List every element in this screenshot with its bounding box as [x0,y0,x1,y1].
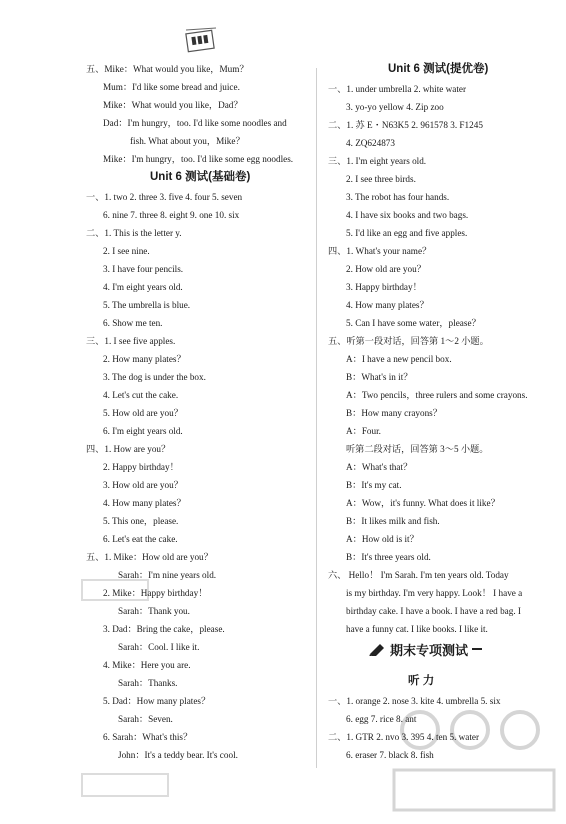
section-banner [350,640,500,658]
answer-line: 3. Dad：Bring the cake，please. [103,624,225,634]
answer-line: 四、1. How are you？ [86,444,171,454]
answer-line: 三、1. I'm eight years old. [328,156,427,166]
answer-line: Sarah：Cool. I like it. [118,642,200,652]
answer-line: Mum：I'd like some bread and juice. [103,82,240,92]
answer-line: 6. Sarah：What's this？ [103,732,193,742]
answer-line: 五、1. Mike：How old are you？ [86,552,213,562]
answer-line: 5. The umbrella is blue. [103,300,191,310]
answer-line: 5. How old are you？ [103,408,183,418]
answer-line: 三、1. I see five apples. [86,336,176,346]
answer-line: Sarah：I'm nine years old. [118,570,217,580]
answer-line: Sarah：Seven. [118,714,173,724]
answer-line: 3. Happy birthday！ [346,282,422,292]
answer-line: 5. Can I have some water，please？ [346,318,481,328]
answer-line: 2. Happy birthday！ [103,462,179,472]
answer-line: A：What's that？ [346,462,413,472]
answer-line: 四、1. What's your name？ [328,246,432,256]
answer-line: 5. I'd like an egg and five apples. [346,228,468,238]
pencil-icon [368,642,386,656]
answer-line: 2. I see nine. [103,246,150,256]
answer-line: 4. I have six books and two bags. [346,210,469,220]
answer-line: 六、 Hello！ I'm Sarah. I'm ten years old. Today [328,570,509,580]
answer-line: 6. egg 7. rice 8. ant [346,714,417,724]
answer-line: 4. How many plates？ [103,498,186,508]
answer-line: 6. nine 7. three 8. eight 9. one 10. six [103,210,240,220]
answer-line: 2. I see three birds. [346,174,416,184]
answer-line: fish. What about you，Mike？ [130,136,245,146]
answer-line: 6. I'm eight years old. [103,426,183,436]
answer-line: 二、1. This is the letter y. [86,228,182,238]
answer-line: 五、Mike：What would you like，Mum？ [86,64,249,74]
answer-line: B：It likes milk and fish. [346,516,440,526]
answer-line: 4. ZQ624873 [346,138,395,148]
answer-line: Mike：What would you like，Dad？ [103,100,243,110]
answer-line: 二、1. 苏 E・N63K5 2. 961578 3. F1245 [328,120,483,130]
answer-line: John：It's a teddy bear. It's cool. [118,750,238,760]
answer-line: B：It's three years old. [346,552,431,562]
answer-line: 2. How many plates？ [103,354,186,364]
answer-line: 6. eraser 7. black 8. fish [346,750,434,760]
answer-line: B：How many crayons？ [346,408,442,418]
answer-line: 2. Mike：Happy birthday！ [103,588,208,598]
answer-line: A：Wow，it's funny. What does it like？ [346,498,500,508]
answer-line: 2. How old are you？ [346,264,426,274]
section-heading: Unit 6 测试(基础卷) [150,171,251,183]
answer-line: 听 力 [408,675,435,687]
answer-line: 3. The dog is under the box. [103,372,206,382]
answer-line: A：I have a new pencil box. [346,354,452,364]
answer-line: 一、1. orange 2. nose 3. kite 4. umbrella 5. six [328,696,501,706]
answer-line: 6. Show me ten. [103,318,163,328]
answer-line: birthday cake. I have a book. I have a red bag. I [346,606,521,616]
answer-line: A：Four. [346,426,381,436]
answer-line: 二、1. GTR 2. nvo 3. 395 4. ten 5. water [328,732,480,742]
answer-line: B：What's in it？ [346,372,413,382]
stamp-icon [80,770,170,800]
answer-line: 一、1. under umbrella 2. white water [328,84,467,94]
answer-line: 4. How many plates？ [346,300,429,310]
answer-line: 3. I have four pencils. [103,264,184,274]
answer-line: 3. The robot has four hands. [346,192,450,202]
answer-line: Sarah：Thank you. [118,606,190,616]
banner-underline [472,648,482,650]
answer-line: 6. Let's eat the cake. [103,534,178,544]
answer-line: is my birthday. I'm very happy. Look！ I have a [346,588,523,598]
answer-line: Sarah：Thanks. [118,678,178,688]
answer-line: 一、1. two 2. three 3. five 4. four 5. seven [86,192,243,202]
book-logo-icon [184,26,218,54]
answer-line: Dad：I'm hungry，too. I'd like some noodles and [103,118,287,128]
answer-line: have a funny cat. I like books. I like it. [346,624,488,634]
section-heading: Unit 6 测试(提优卷) [388,63,489,75]
answer-line: 4. Mike：Here you are. [103,660,191,670]
answer-line: 5. Dad：How many plates？ [103,696,211,706]
answer-line: 五、听第一段对话，回答第 1～2 小题。 [328,336,489,346]
answer-line: 3. How old are you？ [103,480,183,490]
answer-line: A：Two pencils，three rulers and some crayons. [346,390,528,400]
column-divider [316,68,317,768]
banner-title: 期末专项测试 [389,642,468,658]
answer-line: 3. yo-yo yellow 4. Zip zoo [346,102,444,112]
answer-line: 4. I'm eight years old. [103,282,183,292]
answer-line: Mike：I'm hungry，too. I'd like some egg noodles. [103,154,294,164]
answer-line: 4. Let's cut the cake. [103,390,179,400]
answer-line: 5. This one，please. [103,516,179,526]
answer-line: 听第二段对话，回答第 3～5 小题。 [346,444,489,454]
answer-line: B：It's my cat. [346,480,402,490]
answer-line: A：How old is it？ [346,534,419,544]
